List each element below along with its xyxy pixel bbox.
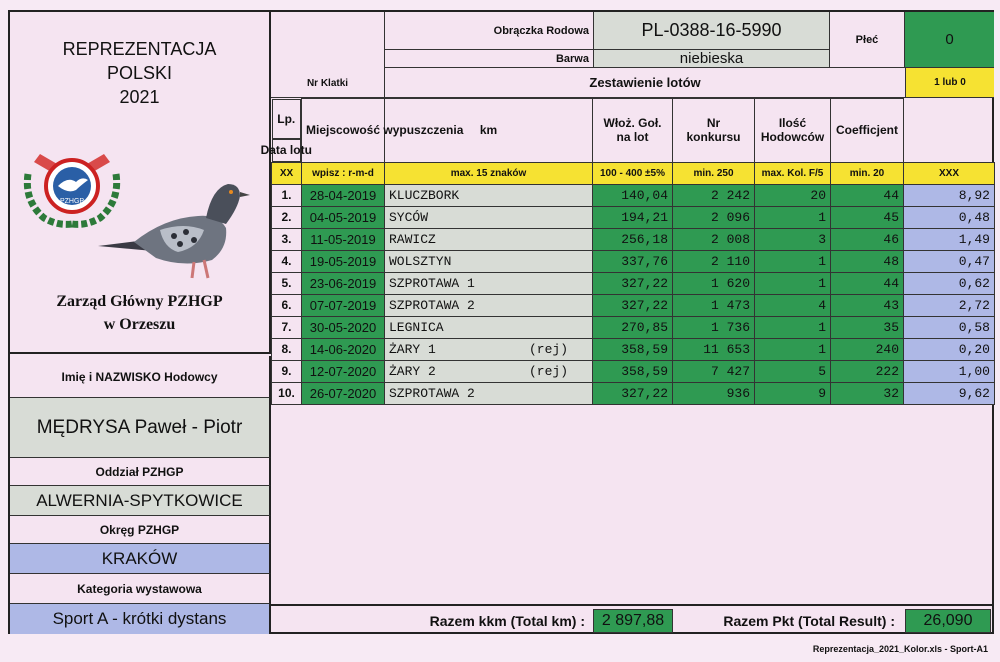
branch-label: Oddział PZHGP	[10, 458, 271, 486]
flight-contest[interactable]: 3	[755, 228, 831, 250]
flight-lp: 5.	[272, 272, 302, 294]
flight-birds[interactable]: 1 620	[673, 272, 755, 294]
flight-date[interactable]: 28-04-2019	[302, 184, 385, 206]
flight-coef: 9,62	[904, 382, 995, 404]
flight-place[interactable]	[385, 228, 593, 250]
col-coef: Coefficjent	[831, 99, 904, 163]
sex-label: Płeć	[830, 12, 905, 68]
flight-row	[272, 250, 995, 272]
title-line-1: REPREZENTACJA	[62, 38, 217, 59]
col-lp: Lp.	[272, 99, 302, 139]
flight-row	[272, 184, 995, 206]
totals-bar	[271, 604, 994, 636]
flight-place-name: SYCÓW	[389, 209, 429, 225]
flight-row	[272, 382, 995, 404]
flight-date[interactable]: 30-05-2020	[302, 316, 385, 338]
flight-breeders[interactable]: 46	[831, 228, 904, 250]
flight-place-name: SZPROTAWA 2	[389, 297, 475, 313]
total-km-value: 2 897,88	[593, 609, 673, 633]
flight-lp: 2.	[272, 206, 302, 228]
flight-breeders[interactable]: 44	[831, 184, 904, 206]
hint-place: max. 15 znaków	[385, 162, 593, 184]
col-contest: Nr konkursu	[673, 99, 755, 163]
logo-lettering: PZHGP	[59, 198, 85, 205]
org-line-2: w Orzeszu	[103, 316, 176, 333]
hint-row	[272, 162, 995, 184]
hint-lp: XX	[272, 162, 302, 184]
flight-contest[interactable]: 1	[755, 316, 831, 338]
branch-field[interactable]: ALWERNIA-SPYTKOWICE	[10, 486, 271, 516]
flight-km[interactable]: 256,18	[593, 228, 673, 250]
flight-breeders[interactable]: 222	[831, 360, 904, 382]
hint-contest: max. Kol. F/5	[755, 162, 831, 184]
flight-lp: 8.	[272, 338, 302, 360]
total-result-value: 26,090	[905, 609, 991, 633]
flight-row	[272, 272, 995, 294]
flight-date[interactable]: 23-06-2019	[302, 272, 385, 294]
col-place: Miejscowość wypuszczenia	[302, 99, 385, 163]
flight-lp: 4.	[272, 250, 302, 272]
flight-coef: 1,00	[904, 360, 995, 382]
flight-note: (rej)	[528, 341, 568, 357]
flight-coef: 0,62	[904, 272, 995, 294]
flight-lp: 3.	[272, 228, 302, 250]
document-sheet	[8, 10, 994, 634]
flight-breeders[interactable]: 32	[831, 382, 904, 404]
flight-place-name: ŻARY 2	[389, 363, 436, 379]
sex-field[interactable]: 0	[905, 12, 994, 68]
title-line-2: POLSKI	[106, 62, 173, 83]
category-label: Kategoria wystawowa	[10, 574, 271, 604]
flight-coef: 0,20	[904, 338, 995, 360]
hint-breeders: min. 20	[831, 162, 904, 184]
summary-title: Zestawienie lotów	[385, 68, 905, 98]
flight-birds[interactable]: 2 110	[673, 250, 755, 272]
flight-place[interactable]	[385, 250, 593, 272]
flight-breeders[interactable]: 35	[831, 316, 904, 338]
flight-birds[interactable]: 1 473	[673, 294, 755, 316]
hint-coef: XXX	[904, 162, 995, 184]
flight-contest[interactable]: 4	[755, 294, 831, 316]
flight-km[interactable]: 337,76	[593, 250, 673, 272]
flight-lp: 10.	[272, 382, 302, 404]
flight-place-name: SZPROTAWA 1	[389, 275, 475, 291]
flight-contest[interactable]: 1	[755, 272, 831, 294]
flight-contest[interactable]: 20	[755, 184, 831, 206]
flight-contest[interactable]: 1	[755, 250, 831, 272]
total-result-label: Razem Pkt (Total Result) :	[723, 613, 895, 629]
flight-place[interactable]	[385, 272, 593, 294]
flight-km[interactable]: 327,22	[593, 382, 673, 404]
flight-breeders[interactable]: 240	[831, 338, 904, 360]
district-field[interactable]: KRAKÓW	[10, 544, 271, 574]
flight-place[interactable]	[385, 338, 593, 360]
hint-km: 100 - 400 ±5%	[593, 162, 673, 184]
cage-label: Nr Klatki	[306, 77, 349, 89]
flight-contest[interactable]: 1	[755, 206, 831, 228]
flight-km[interactable]: 358,59	[593, 338, 673, 360]
flight-place-name: SZPROTAWA 2	[389, 385, 475, 401]
flight-lp: 6.	[272, 294, 302, 316]
total-km-label: Razem kkm (Total km) :	[429, 613, 585, 629]
flight-lp: 9.	[272, 360, 302, 382]
flight-km[interactable]: 270,85	[593, 316, 673, 338]
flight-note: (rej)	[528, 363, 568, 379]
flight-place[interactable]	[385, 294, 593, 316]
color-label: Barwa	[385, 50, 593, 68]
flight-birds[interactable]: 936	[673, 382, 755, 404]
color-field[interactable]: niebieska	[593, 50, 830, 68]
flight-birds[interactable]: 2 242	[673, 184, 755, 206]
hint-date: wpisz : r-m-d	[302, 162, 385, 184]
flight-coef: 2,72	[904, 294, 995, 316]
flight-place[interactable]	[385, 316, 593, 338]
flight-coef: 0,48	[904, 206, 995, 228]
left-header-panel	[10, 12, 271, 354]
cage-box	[271, 12, 385, 98]
flight-row	[272, 360, 995, 382]
flight-breeders[interactable]: 48	[831, 250, 904, 272]
ring-number-field[interactable]: PL-0388-16-5990	[593, 12, 830, 50]
flight-date[interactable]: 11-05-2019	[302, 228, 385, 250]
district-label: Okręg PZHGP	[10, 516, 271, 544]
flight-km[interactable]: 140,04	[593, 184, 673, 206]
ring-label: Obrączka Rodowa	[385, 12, 593, 50]
flight-km[interactable]: 194,21	[593, 206, 673, 228]
col-breeders: Ilość Hodowców	[755, 99, 831, 163]
col-km: km	[385, 99, 593, 163]
pigeon-image	[94, 174, 254, 284]
flight-birds[interactable]: 2 096	[673, 206, 755, 228]
flight-contest[interactable]: 5	[755, 360, 831, 382]
flight-km[interactable]: 358,59	[593, 360, 673, 382]
flight-contest[interactable]: 1	[755, 338, 831, 360]
column-header-row	[272, 99, 995, 163]
flight-row	[272, 294, 995, 316]
flight-birds[interactable]: 1 736	[673, 316, 755, 338]
flight-coef: 0,47	[904, 250, 995, 272]
flight-row	[272, 228, 995, 250]
flight-rows	[272, 184, 995, 404]
category-field[interactable]: Sport A - krótki dystans	[10, 604, 271, 634]
flight-breeders[interactable]: 43	[831, 294, 904, 316]
flight-place-name: ŻARY 1	[389, 341, 436, 357]
flight-km[interactable]: 327,22	[593, 294, 673, 316]
flight-place-name: KLUCZBORK	[389, 187, 460, 203]
flight-place[interactable]	[385, 360, 593, 382]
flight-date[interactable]: 04-05-2019	[302, 206, 385, 228]
flight-place-name: LEGNICA	[389, 319, 444, 335]
flight-place[interactable]	[385, 206, 593, 228]
breeder-name-field[interactable]: MĘDRYSA Paweł - Piotr	[10, 398, 271, 458]
col-date: Data lotu	[272, 139, 302, 162]
sex-hint: 1 lub 0	[905, 68, 994, 98]
flight-contest[interactable]: 9	[755, 382, 831, 404]
flight-place-name: WOLSZTYN	[389, 253, 452, 269]
flight-place-name: RAWICZ	[389, 231, 436, 247]
col-birds: Włoż. Goł. na lot	[593, 99, 673, 163]
flight-lp: 1.	[272, 184, 302, 206]
flights-table	[260, 98, 995, 405]
flight-breeders[interactable]: 44	[831, 272, 904, 294]
flight-row	[272, 316, 995, 338]
flight-birds[interactable]: 2 008	[673, 228, 755, 250]
flight-place[interactable]	[385, 382, 593, 404]
hint-birds: min. 250	[673, 162, 755, 184]
flight-km[interactable]: 327,22	[593, 272, 673, 294]
flight-date[interactable]: 07-07-2019	[302, 294, 385, 316]
flight-coef: 0,58	[904, 316, 995, 338]
flight-date[interactable]: 14-06-2020	[302, 338, 385, 360]
flight-date[interactable]: 26-07-2020	[302, 382, 385, 404]
flight-coef: 8,92	[904, 184, 995, 206]
org-line-1: Zarząd Główny PZHGP	[56, 293, 223, 310]
flight-birds[interactable]: 7 427	[673, 360, 755, 382]
flight-place[interactable]	[385, 184, 593, 206]
flight-row	[272, 338, 995, 360]
flight-lp: 7.	[272, 316, 302, 338]
flight-breeders[interactable]: 45	[831, 206, 904, 228]
flight-coef: 1,49	[904, 228, 995, 250]
flight-row	[272, 206, 995, 228]
flight-birds[interactable]: 11 653	[673, 338, 755, 360]
file-footer: Reprezentacja_2021_Kolor.xls - Sport-A1	[812, 644, 988, 654]
breeder-label: Imię i NAZWISKO Hodowcy	[10, 356, 271, 398]
title-line-3: 2021	[119, 86, 160, 107]
flight-date[interactable]: 19-05-2019	[302, 250, 385, 272]
flight-date[interactable]: 12-07-2020	[302, 360, 385, 382]
